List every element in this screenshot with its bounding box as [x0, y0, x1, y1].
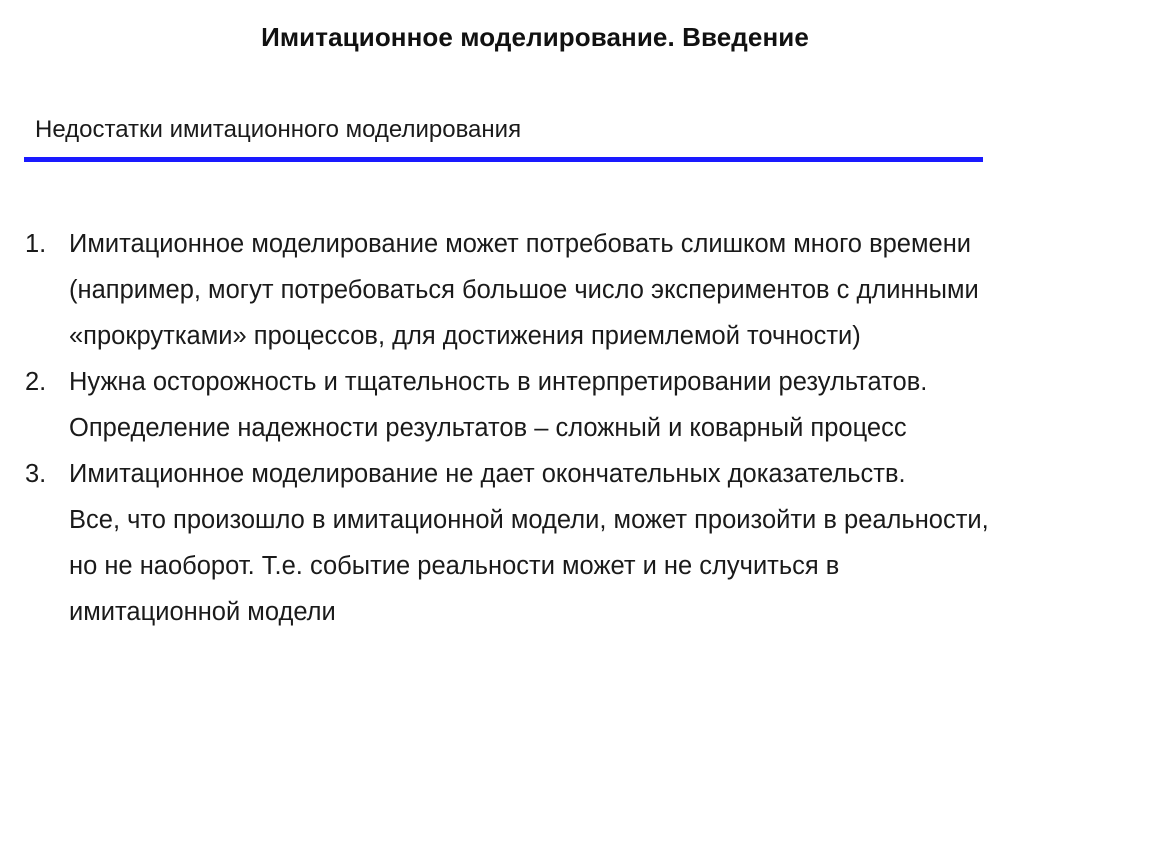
list-item-line: (например, могут потребоваться большое число экспериментов с длинными — [69, 276, 979, 304]
list-item-3 — [25, 451, 1135, 635]
list-item-line: Все, что произошло в имитационной модели, может произойти в реальности, — [69, 506, 989, 534]
section-heading: Недостатки имитационного моделирования — [35, 116, 522, 143]
list-item-line: имитационной модели — [69, 598, 336, 626]
list-item-1 — [25, 221, 1135, 359]
list-item-line: Имитационное моделирование не дает окончательных доказательств. — [69, 460, 906, 488]
slide-title: Имитационное моделирование. Введение — [261, 22, 809, 52]
section-divider — [24, 157, 983, 162]
list-item-line: «прокрутками» процессов, для достижения приемлемой точности) — [69, 322, 861, 350]
list-item-number: 3. — [25, 460, 47, 488]
list-item-number: 1. — [25, 230, 47, 258]
list-item-2 — [25, 359, 1135, 451]
list-item-line: Нужна осторожность и тщательность в интерпретировании результатов. — [69, 368, 928, 396]
list-item-line: Определение надежности результатов – сложный и коварный процесс — [69, 414, 907, 442]
list-item-number: 2. — [25, 368, 47, 396]
list-item-line: но не наоборот. Т.е. событие реальности может и не случиться в — [69, 552, 840, 580]
list-item-line: Имитационное моделирование может потребовать слишком много времени — [69, 230, 972, 258]
drawbacks-list — [25, 221, 1135, 635]
